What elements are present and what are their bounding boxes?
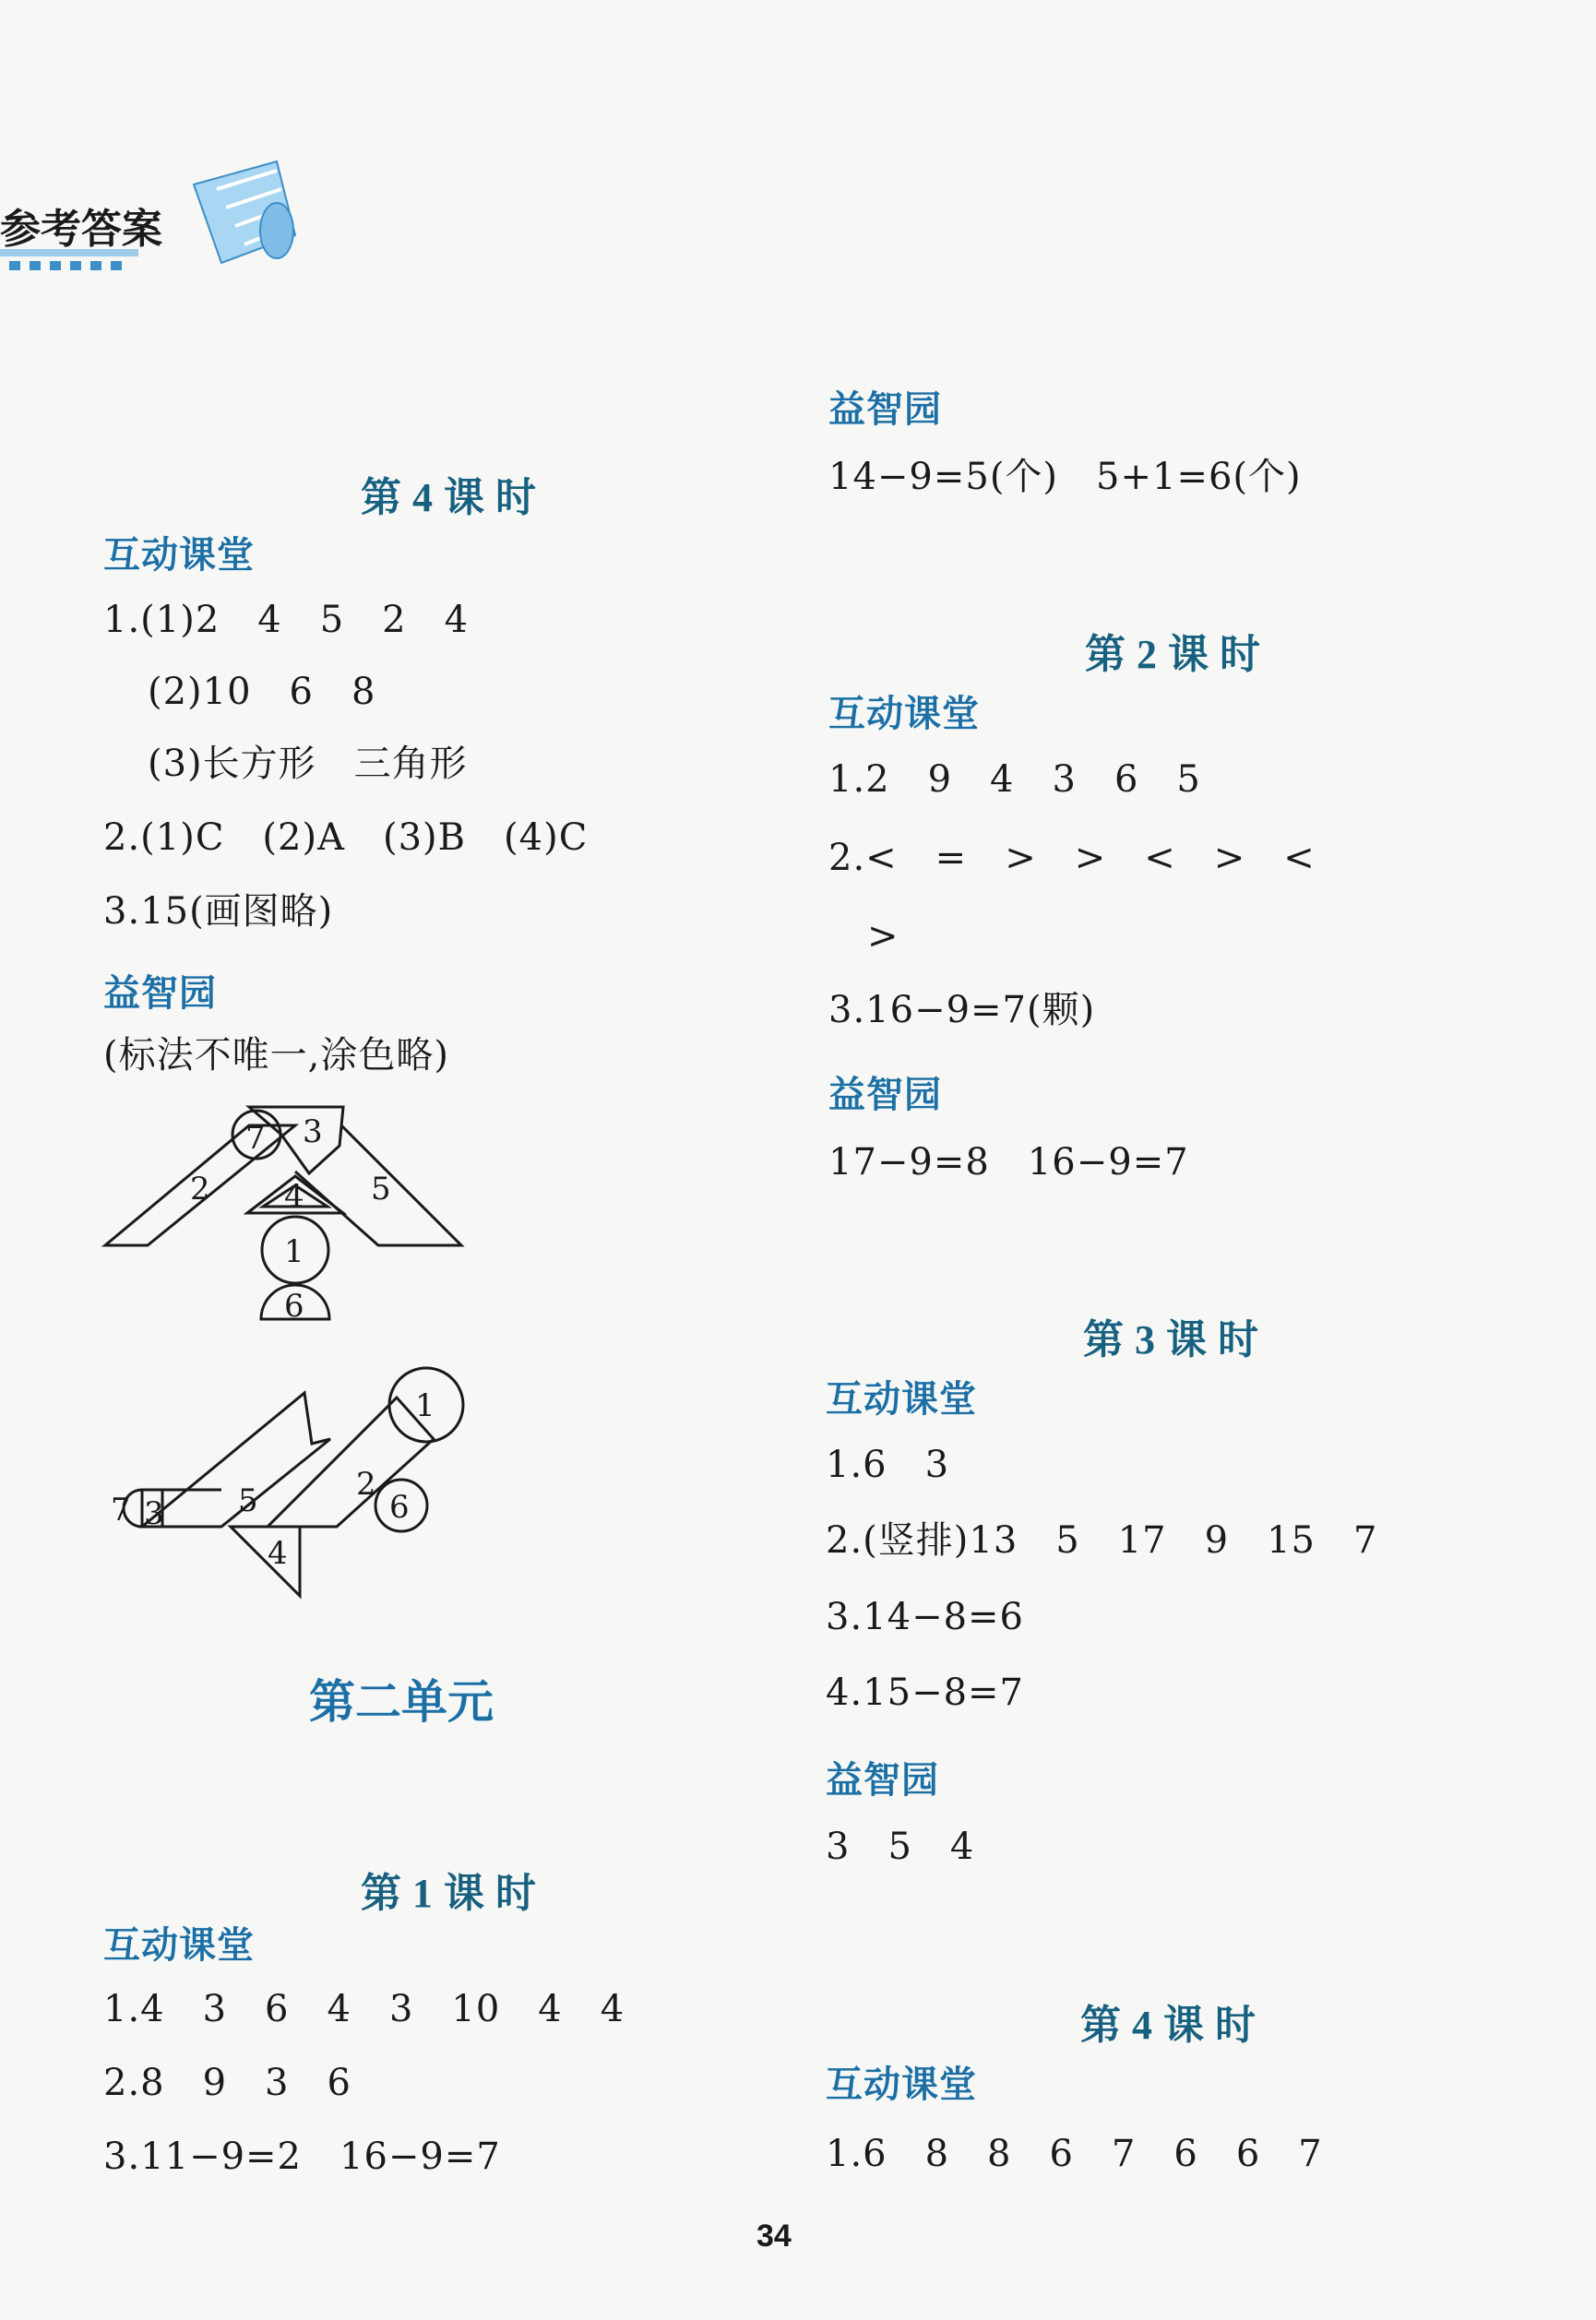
section-heading: 互动课堂: [103, 1924, 255, 1967]
fig2-label: 7: [111, 1492, 131, 1529]
lesson-number: 2: [1137, 632, 1168, 677]
tangram-figure-2: [92, 1356, 498, 1605]
header-banner: [0, 148, 304, 286]
lesson-title: [1038, 1945, 1267, 2051]
fig1-label: 6: [284, 1288, 304, 1325]
answer-line: 2.8 9 3 6: [103, 2062, 351, 2104]
tangram-figure-1: [92, 1098, 498, 1338]
lesson-title: [1042, 574, 1271, 680]
lesson-title-suffix: 课时: [1168, 632, 1271, 677]
fig2-shape-5: [142, 1393, 330, 1527]
lesson-title-suffix: 课时: [1163, 2003, 1267, 2048]
answer-line: 1.6 8 8 6 7 6 6 7: [826, 2133, 1323, 2175]
section-heading: 互动课堂: [103, 534, 255, 577]
answer-line: 1.4 3 6 4 3 10 4 4: [103, 1988, 625, 2030]
lesson-title-prefix: 第: [1083, 1317, 1135, 1362]
answer-line: 14−9=5(个) 5+1=6(个): [828, 456, 1302, 498]
lesson-number: 4: [412, 475, 444, 520]
lesson-number: 3: [1135, 1317, 1166, 1362]
fig1-label: 3: [303, 1113, 323, 1150]
note-line: (标法不唯一,涂色略): [103, 1034, 449, 1077]
fig1-label: 2: [190, 1171, 210, 1208]
answer-line: 3 5 4: [826, 1826, 975, 1868]
lesson-title-prefix: 第: [361, 1871, 412, 1916]
lesson-number: 1: [412, 1871, 444, 1916]
fig2-triangle-4: [231, 1527, 300, 1596]
answer-line: 3.15(画图略): [103, 890, 334, 933]
lesson-title-suffix: 课时: [444, 1871, 547, 1916]
answer-line: (3)长方形 三角形: [148, 743, 468, 785]
answer-line: 2.(竖排)13 5 17 9 15 7: [826, 1519, 1378, 1562]
answer-line: 3.14−8=6: [826, 1596, 1024, 1638]
section-heading: 益智园: [828, 388, 942, 431]
fig1-label: 4: [284, 1178, 304, 1215]
answer-line: 2.(1)C (2)A (3)B (4)C: [103, 816, 589, 859]
section-heading: 益智园: [826, 1759, 939, 1802]
section-heading: 互动课堂: [828, 693, 980, 735]
fig2-label: 5: [238, 1482, 258, 1519]
lesson-title: [1041, 1259, 1269, 1365]
lesson-title-suffix: 课时: [444, 475, 547, 520]
lesson-title: [318, 417, 547, 523]
answer-line: 3.11−9=2 16−9=7: [103, 2136, 501, 2178]
lesson-title-prefix: 第: [361, 475, 412, 520]
answer-line: 3.16−9=7(颗): [828, 989, 1096, 1031]
answer-line: 1.(1)2 4 5 2 4: [103, 599, 470, 641]
section-heading: 益智园: [828, 1074, 942, 1116]
answer-line: 4.15−8=7: [826, 1672, 1024, 1714]
lesson-title-suffix: 课时: [1166, 1317, 1269, 1362]
answer-line: 1.2 9 4 3 6 5: [828, 758, 1201, 801]
answer-line: 1.6 3: [826, 1444, 950, 1486]
section-heading: 互动课堂: [826, 1378, 977, 1421]
fig1-label: 1: [284, 1233, 304, 1270]
lesson-title-prefix: 第: [1085, 632, 1137, 677]
fig2-label: 2: [356, 1466, 376, 1503]
lesson-number: 4: [1132, 2003, 1163, 2048]
page-number: 34: [756, 2219, 792, 2254]
unit-title: 第二单元: [309, 1674, 494, 1729]
lesson-title-prefix: 第: [1080, 2003, 1132, 2048]
lesson-title: [318, 1813, 547, 1919]
section-heading: 益智园: [103, 972, 217, 1015]
fig2-label: 6: [389, 1489, 410, 1526]
answer-line: 2.< = > > < > <: [828, 837, 1316, 879]
answer-line: >: [867, 915, 899, 958]
fig2-label: 3: [144, 1495, 164, 1532]
fig2-label: 1: [415, 1387, 435, 1424]
answer-line: (2)10 6 8: [148, 671, 376, 713]
fig2-label: 4: [268, 1535, 288, 1572]
header-title: 参考答案: [0, 206, 162, 253]
fig1-label: 5: [371, 1171, 391, 1208]
section-heading: 互动课堂: [826, 2064, 977, 2106]
fig1-label: 7: [245, 1120, 266, 1157]
answer-line: 17−9=8 16−9=7: [828, 1141, 1189, 1184]
